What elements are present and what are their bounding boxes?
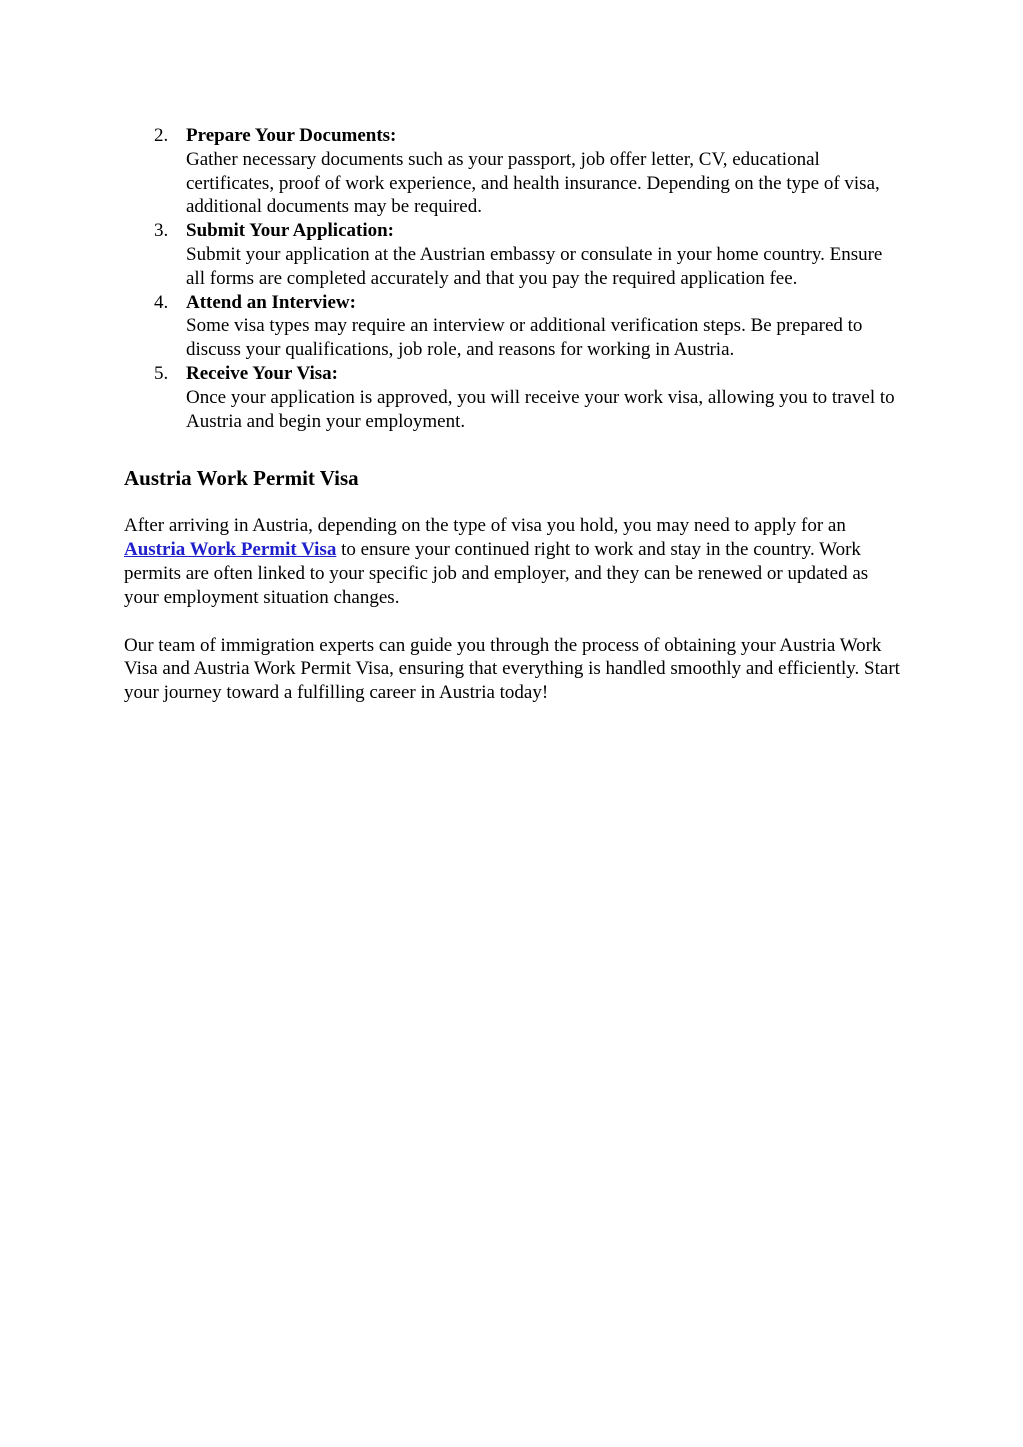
step-number: 2. — [154, 125, 169, 146]
list-item — [124, 124, 904, 219]
step-text: Some visa types may require an interview or additional verification steps. Be prepared to discuss your qualifications, job role, and reasons for working in Austria. — [186, 315, 863, 361]
austria-work-permit-visa-link[interactable]: Austria Work Permit Visa — [124, 539, 337, 561]
paragraph-text: to ensure your continued right to work and stay in the country. Work permits are often linked to your specific job and employer, and they can be renewed or updated as your employment situation changes. — [124, 539, 869, 608]
document-page — [124, 124, 904, 705]
step-title: Attend an Interview: — [186, 291, 356, 313]
section-heading: Austria Work Permit Visa — [124, 466, 359, 491]
step-text: Submit your application at the Austrian embassy or consulate in your home country. Ensure all forms are completed accurately and that you pay the required application fee. — [186, 243, 883, 289]
step-title: Prepare Your Documents: — [186, 125, 397, 146]
closing-paragraph: Our team of immigration experts can guide you through the process of obtaining your Austria Work Visa and Austria Work Permit Visa, ensuring that everything is handled smoothly and efficiently. Start your journey toward a fulfilling career in Austria today! — [124, 634, 900, 704]
step-title: Submit Your Application: — [186, 220, 394, 242]
step-number: 3. — [154, 220, 169, 242]
list-item — [124, 362, 904, 433]
list-item — [124, 219, 904, 290]
intro-paragraph — [124, 514, 904, 609]
step-number: 5. — [154, 362, 169, 384]
step-text: Gather necessary documents such as your passport, job offer letter, CV, educational certificates, proof of work experience, and health insurance. Depending on the type of visa, additional documents may be required. — [186, 148, 880, 218]
step-title: Receive Your Visa: — [186, 362, 338, 384]
paragraph-text: After arriving in Austria, depending on the type of visa you hold, you may need to apply for an — [124, 515, 846, 537]
list-item — [124, 291, 904, 362]
step-number: 4. — [154, 291, 169, 313]
steps-list — [124, 124, 904, 433]
step-text: Once your application is approved, you will receive your work visa, allowing you to travel to Austria and begin your employment. — [186, 386, 895, 432]
